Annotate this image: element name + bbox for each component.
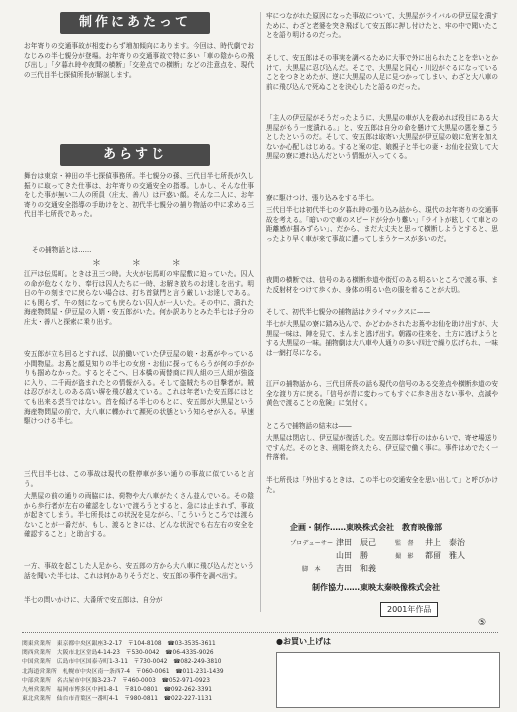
page-number-mark: ⑤	[478, 618, 487, 628]
section-title-synopsis: あらすじ	[60, 144, 210, 166]
office-row: 中部営業所 名古屋市中区錦3-23-7 〒460-0003 ☎052-971-0923	[22, 677, 210, 684]
credit-camera-label: 撮 影	[395, 553, 414, 560]
office-row: 九州営業所 福岡市博多区中洲1-8-1 〒810-0801 ☎092-262-3391	[22, 687, 212, 694]
right-paragraph-9: 江戸の捕物話から、三代目所長の話も現代の信号のある交差点や横断歩道の安全な渡り方に戻る。「信号が青に変わってもすぐに歩き出さない事や、点滅や黄色で渡ることの危険」に気付く。	[266, 380, 498, 408]
right-paragraph-1: 牢につながれた原因になった事故について、大黒屋がライバルの伊豆屋を潰すために、わざと老婆を突き飛ばして安五郎に押し付けたと、牢の中で聞いたことを語り明けるのだった。	[266, 12, 498, 40]
right-paragraph-12: 半七所長は「外出するときは、この半七の交通安全を思い出して」と呼びかけた。	[266, 476, 498, 494]
footer-divider	[22, 632, 498, 633]
column-divider	[260, 12, 261, 612]
right-paragraph-7: そして、初代半七親分の捕物話はクライマックスに——	[266, 308, 431, 316]
synopsis-paragraph-5: 一方、事故を起こした人足から、安五郎の方から大八車に飛び込んだという話を聞いた半七は、これは何かありそうだと、安五郎の事件を調べ出す。	[24, 562, 254, 580]
office-list	[22, 640, 267, 710]
right-paragraph-6: 夜間の横断では、信号のある横断歩道や街灯のある明るいところで渡る事、また反射材をつけて歩くか、身体の明るい色の服を着ることが大切。	[266, 276, 498, 294]
credit-writer-name: 吉田 和義	[336, 564, 376, 573]
credit-writer-label: 脚 本	[302, 566, 321, 573]
credit-camera-name: 都留 雅人	[425, 551, 465, 560]
office-row: 中国営業所 広島市中区国泰寺町1-3-11 〒730-0042 ☎082-249-3810	[22, 659, 222, 666]
right-paragraph-3: 「主人の伊豆屋がそうだったように、大黒屋の車が人を殺めれば役目にある大黒屋がもう一度潰れる。」と、安五郎は自分の命を懸けて大黒屋の悪を暴こうとしたというのだ。そして、安五郎は取寄い大黒屋が伊豆屋の娘に危害を加えないか心配しはじめる。すると案の定、娘親子と半七の妻・お仙を拉致して大黒屋の寮に連れ込んだという情報が入ってくる。	[266, 114, 498, 161]
synopsis-intro-text: 舞台は東京・神田の半七探偵事務所。半七親分の孫、三代目半七所長が久し振りに取ってきた仕事は、お年寄りの交通安全の指導。しかし、そんな仕事をした事が無い二人の所員（庄太、善八）は戸惑い顔。そんな二人に、お年寄りの交通安全指導の手助けをと、初代半七親分の捕り物話の中に求める三代目半七所長であった。	[24, 172, 254, 219]
office-row: 東北営業所 仙台市青葉区一番町4-1 〒980-0811 ☎022-227-1131	[22, 696, 213, 703]
right-paragraph-2: そして、安五郎はその事実を調べるために大事で外に出られたことを幸いとかけて、大黒屋に忍び込んだ。そこで、大黒屋と同心・川辺がぐるになっていることをつきとめたが、逆に大黒屋の人足に見つかってしまい、わざと大八車の前に飛び込んで死ぬことを決心したと語るのだった。	[266, 54, 498, 91]
synopsis-paragraph-4: 大黒屋の前の通りの両脇には、荷物や大八車がたくさん並んでいる。その陰から歩行者が左右の確認をしないで渡ろうとすると、急には止まれず、事故が起きてしまう。半七所長はこの状況を見ながら、「こういうところでは渡らないことが一番だが、もし、渡るときには、どんな状況でも右左右の安全を確認すること」と助言する。	[24, 492, 254, 539]
credit-producer-label: プロデューサー	[290, 540, 334, 547]
year-badge: 2001年作品	[380, 602, 438, 617]
synopsis-paragraph-3: 三代目半七は、この事故は現代の駐停車が多い通りの事故に似ていると言う。	[24, 470, 254, 488]
office-row: 関西営業所 大阪市北区堂島4-14-23 〒530-0042 ☎06-4335-9026	[22, 650, 214, 657]
synopsis-lead-text: その捕物話とは……	[32, 246, 92, 254]
synopsis-paragraph-2: 安五郎が立ち回るとすれば、以前働いていた伊豆屋の娘・お蔦がやっている小間物屋。お蔦と顔見知りの半七の女房・お仙に探ってもらうが何の手がかりも掴めなかった。するとそこへ、日本橋の両替商に四人組の三人組が強盗に入り、二千両が盗まれたとの情報が入る。そして盗賊たちの目撃者が。賊は忍びがえしのある高い塀を飛び越えている。これは年老いた安五郎にはとても出来る芸当ではない。首を傾げる半七のもとに、安五郎が大黒屋という海産物問屋の前で、大八車に轢かれて瀕死の状態という知らせが入る。早速駆けつける半七。	[24, 350, 254, 426]
right-paragraph-5: 三代目半七は初代半七の夕暮れ時の張り込み話から、現代のお年寄りの交通事故を考える。「暗いので車のスピードが分かり難い」「ライトが眩しくて車との距離感が掴みずらい」、だから、まだ大丈夫と思って横断しようとすると、思ったより早く車が来て事故に遭ってしまうケースが多いのだ。	[266, 206, 498, 243]
synopsis-paragraph-6: 半七の問いかけに、大番所で安五郎は、自分が	[24, 596, 163, 604]
right-paragraph-4: 寮に駆けつけ、張り込みをする半七。	[266, 194, 378, 202]
office-row: 北海道営業所 札幌市中央区南一条西7-4 〒060-0061 ☎011-231-1439	[22, 668, 224, 675]
credit-director-label: 監 督	[395, 540, 414, 547]
credit-cooperation: 制作協力……東映太秦映像株式会社	[312, 583, 440, 592]
credit-director-name: 井上 泰治	[425, 538, 465, 547]
right-paragraph-11: 大黒屋は閉店し、伊豆屋が復活した。安五郎は奉行のはからいで、寄せ場送りですんだ。そのとき、刑期を終えたら、伊豆屋で働く事に。事件はめでたく一件落着。	[266, 434, 498, 462]
right-paragraph-10: ところで捕物話の結末は――	[266, 422, 352, 430]
order-stamp-area	[276, 652, 500, 708]
credit-production: 企画・制作……東映株式会社 教育映像部	[290, 523, 442, 532]
section-divider-stars: ＊ ＊ ＊	[92, 259, 195, 269]
synopsis-paragraph-1: 江戸は伝馬町。ときは丑三つ時。大火が伝馬町の牢屋敷に迫っていた。囚人の命が危なくなり、奉行は囚人たちに一時、お解き放ちのお達しを出す。明日の午の刻までに戻らない場合は、打ち首獄門と言う厳しいお達しである。にも関らず、午の刻になっても戻らない囚人が一人いた。その中に、潰れた海産物問屋・伊豆屋の入婿・安五郎がいた。何か訳ありとみた半七は子分の庄太・善八と探索に乗り出す。	[24, 270, 254, 326]
credit-producer-name: 津田 辰己	[336, 538, 376, 547]
production-intro-text: お年寄りの交通事故が相変わらず増加傾向にあります。今回は、時代劇でおなじみの半七親分が登場。お年寄りの交通事故で特に多い「車の陰からの飛び出し」「夕暮れ時や夜間の横断」「交差点での横断」などの注意点を、現代の三代目半七探偵所長が解説します。	[24, 42, 254, 79]
office-row: 関東営業所 東京都中央区銀座3-2-17 〒104-8108 ☎03-3535-3611	[22, 641, 216, 647]
section-title-production: 制作にあたって	[60, 12, 210, 34]
credit-producer-name-2: 山田 勝	[336, 551, 368, 560]
right-paragraph-8: 半七が大黒屋の寮に踏み込んで、かどわかされたお蔦やお仙を助け出すが、大黒屋一味は、陣を見て、まんまと逃げ出す。朝霧の往来を、土方に逃げようとする大黒屋の一味。捕物劇は大八車や人通りの多い四辻で繰り広げられ、一味は一網打尽になる。	[266, 320, 498, 357]
order-heading: ●お買い上げは	[276, 637, 331, 646]
